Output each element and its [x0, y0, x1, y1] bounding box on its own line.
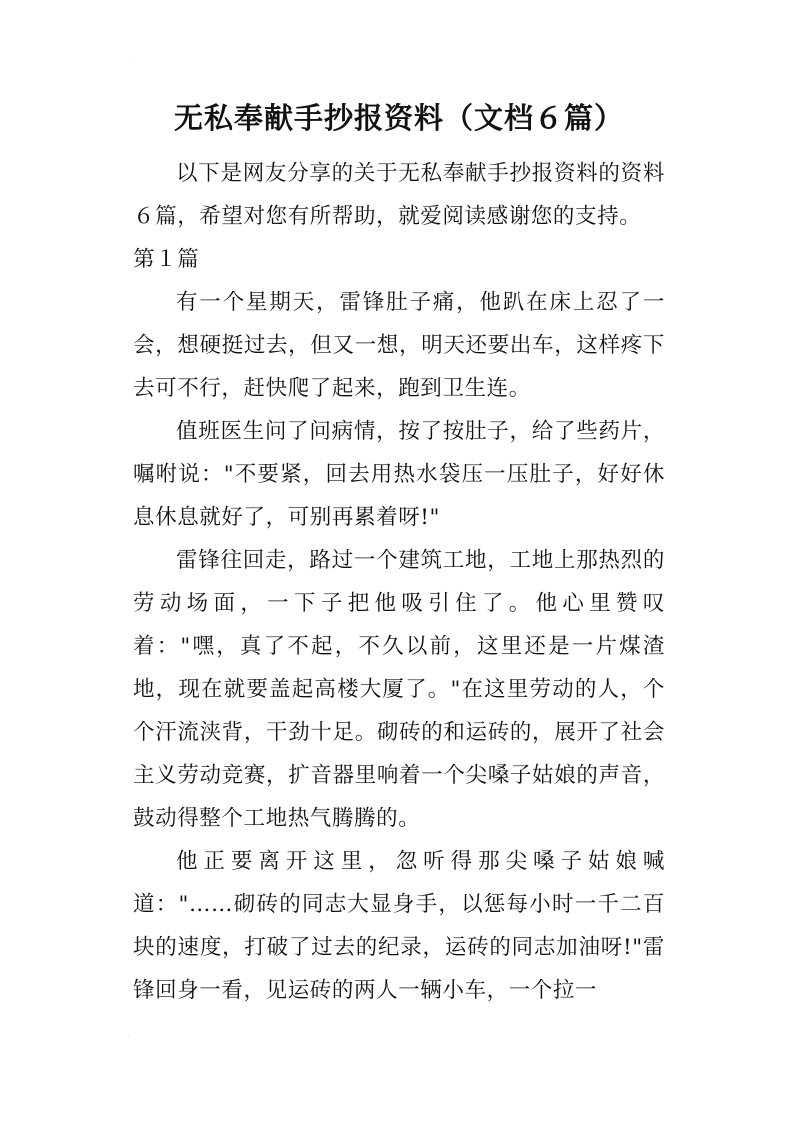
document-page: [133, 96, 665, 1012]
document-title: 无私奉献手抄报资料（文档６篇）: [173, 101, 624, 135]
body-paragraph: 他正要离开这里，忽听得那尖嗓子姑娘喊道："……砌砖的同志大显身手，以惩每小时一千二百块的速度，打破了过去的纪录，运砖的同志加油呀!"雷锋回身一看，见运砖的两人一辆小车，一个拉一: [133, 849, 665, 1003]
body-paragraph: 值班医生问了问病情，按了按肚子，给了些药片，嘱咐说："不要紧，回去用热水袋压一压肚子，好好休息休息就好了，可别再累着呀!": [133, 419, 665, 530]
corner-crop-mark: ·: [128, 1034, 130, 1041]
intro-paragraph: 以下是网友分享的关于无私奉献手抄报资料的资料６篇，希望对您有所帮助，就爱阅读感谢您的支持。: [133, 161, 665, 229]
section-heading: 第１篇: [133, 247, 200, 272]
body-paragraph: 有一个星期天，雷锋肚子痛，他趴在床上忍了一会，想硬挺过去，但又一想，明天还要出车，这样疼下去可不行，赶快爬了起来，跑到卫生连。: [133, 290, 665, 401]
body-paragraph: 雷锋往回走，路过一个建筑工地，工地上那热烈的劳动场面，一下子把他吸引住了。他心里赞叹着："嘿，真了不起，不久以前，这里还是一片煤渣地，现在就要盖起高楼大厦了。"在这里劳动的人，个个汗流浃背，干劲十足。砌砖的和运砖的，展开了社会主义劳动竞赛，扩音器里响着一个尖嗓子姑娘的声音，鼓动得整个工地热气腾腾的。: [133, 548, 665, 831]
corner-crop-mark: ·: [130, 60, 132, 67]
